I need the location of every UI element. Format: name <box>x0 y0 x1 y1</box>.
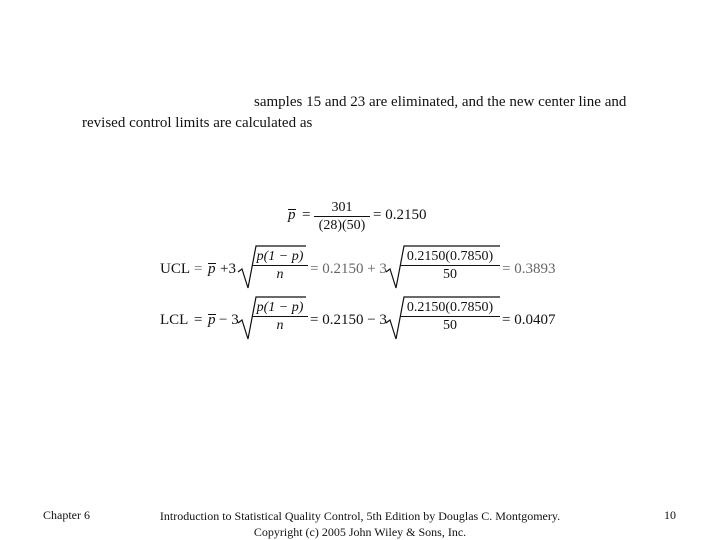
footer-page-number: 10 <box>664 508 676 522</box>
lcl-equals: = <box>194 312 203 328</box>
ucl-symbolic-numerator: p(1 − p) <box>256 249 304 264</box>
footer-citation <box>140 508 580 540</box>
ucl-symbolic-denominator: n <box>276 267 284 282</box>
intro-text-line-1: samples 15 and 23 are eliminated, and the new center line and <box>254 94 627 110</box>
ucl-numeric-numerator: 0.2150(0.7850) <box>406 249 494 264</box>
ucl-plus-three: +3 <box>220 261 236 277</box>
pbar-fraction <box>314 199 370 234</box>
lcl-symbolic-numerator: p(1 − p) <box>256 300 304 315</box>
ucl-pbar: p <box>208 261 216 277</box>
lcl-numeric-denominator: 50 <box>443 318 457 333</box>
ucl-substitution: = 0.2150 + 3 <box>310 261 387 277</box>
ucl-result: = 0.3893 <box>502 261 556 277</box>
lcl-label: LCL <box>160 312 189 328</box>
lcl-numeric-numerator: 0.2150(0.7850) <box>406 300 494 315</box>
footer-citation-line-2: Copyright (c) 2005 John Wiley & Sons, Inc. <box>253 525 467 539</box>
ucl-symbolic-fraction <box>252 248 308 283</box>
footer-citation-line-1: Introduction to Statistical Quality Control, 5th Edition by Douglas C. Montgomery. <box>159 509 561 523</box>
ucl-numeric-denominator: 50 <box>443 267 457 282</box>
ucl-label: UCL <box>160 261 190 277</box>
pbar-symbol: p <box>288 207 296 223</box>
intro-text-line-2: revised control limits are calculated as <box>82 115 313 131</box>
lcl-substitution: = 0.2150 − 3 <box>310 312 387 328</box>
lcl-minus-three: − 3 <box>219 312 239 328</box>
footer-chapter: Chapter 6 <box>43 508 90 522</box>
pbar-denominator: (28)(50) <box>318 218 366 233</box>
lcl-symbolic-fraction <box>252 299 308 334</box>
lcl-pbar: p <box>208 312 216 328</box>
pbar-result: = 0.2150 <box>373 207 427 223</box>
ucl-numeric-fraction <box>400 248 500 283</box>
pbar-numerator: 301 <box>331 200 353 215</box>
pbar-equals: = <box>302 207 311 223</box>
lcl-numeric-fraction <box>400 299 500 334</box>
ucl-equals: = <box>194 261 203 277</box>
lcl-symbolic-denominator: n <box>276 318 284 333</box>
lcl-result: = 0.0407 <box>502 312 556 328</box>
